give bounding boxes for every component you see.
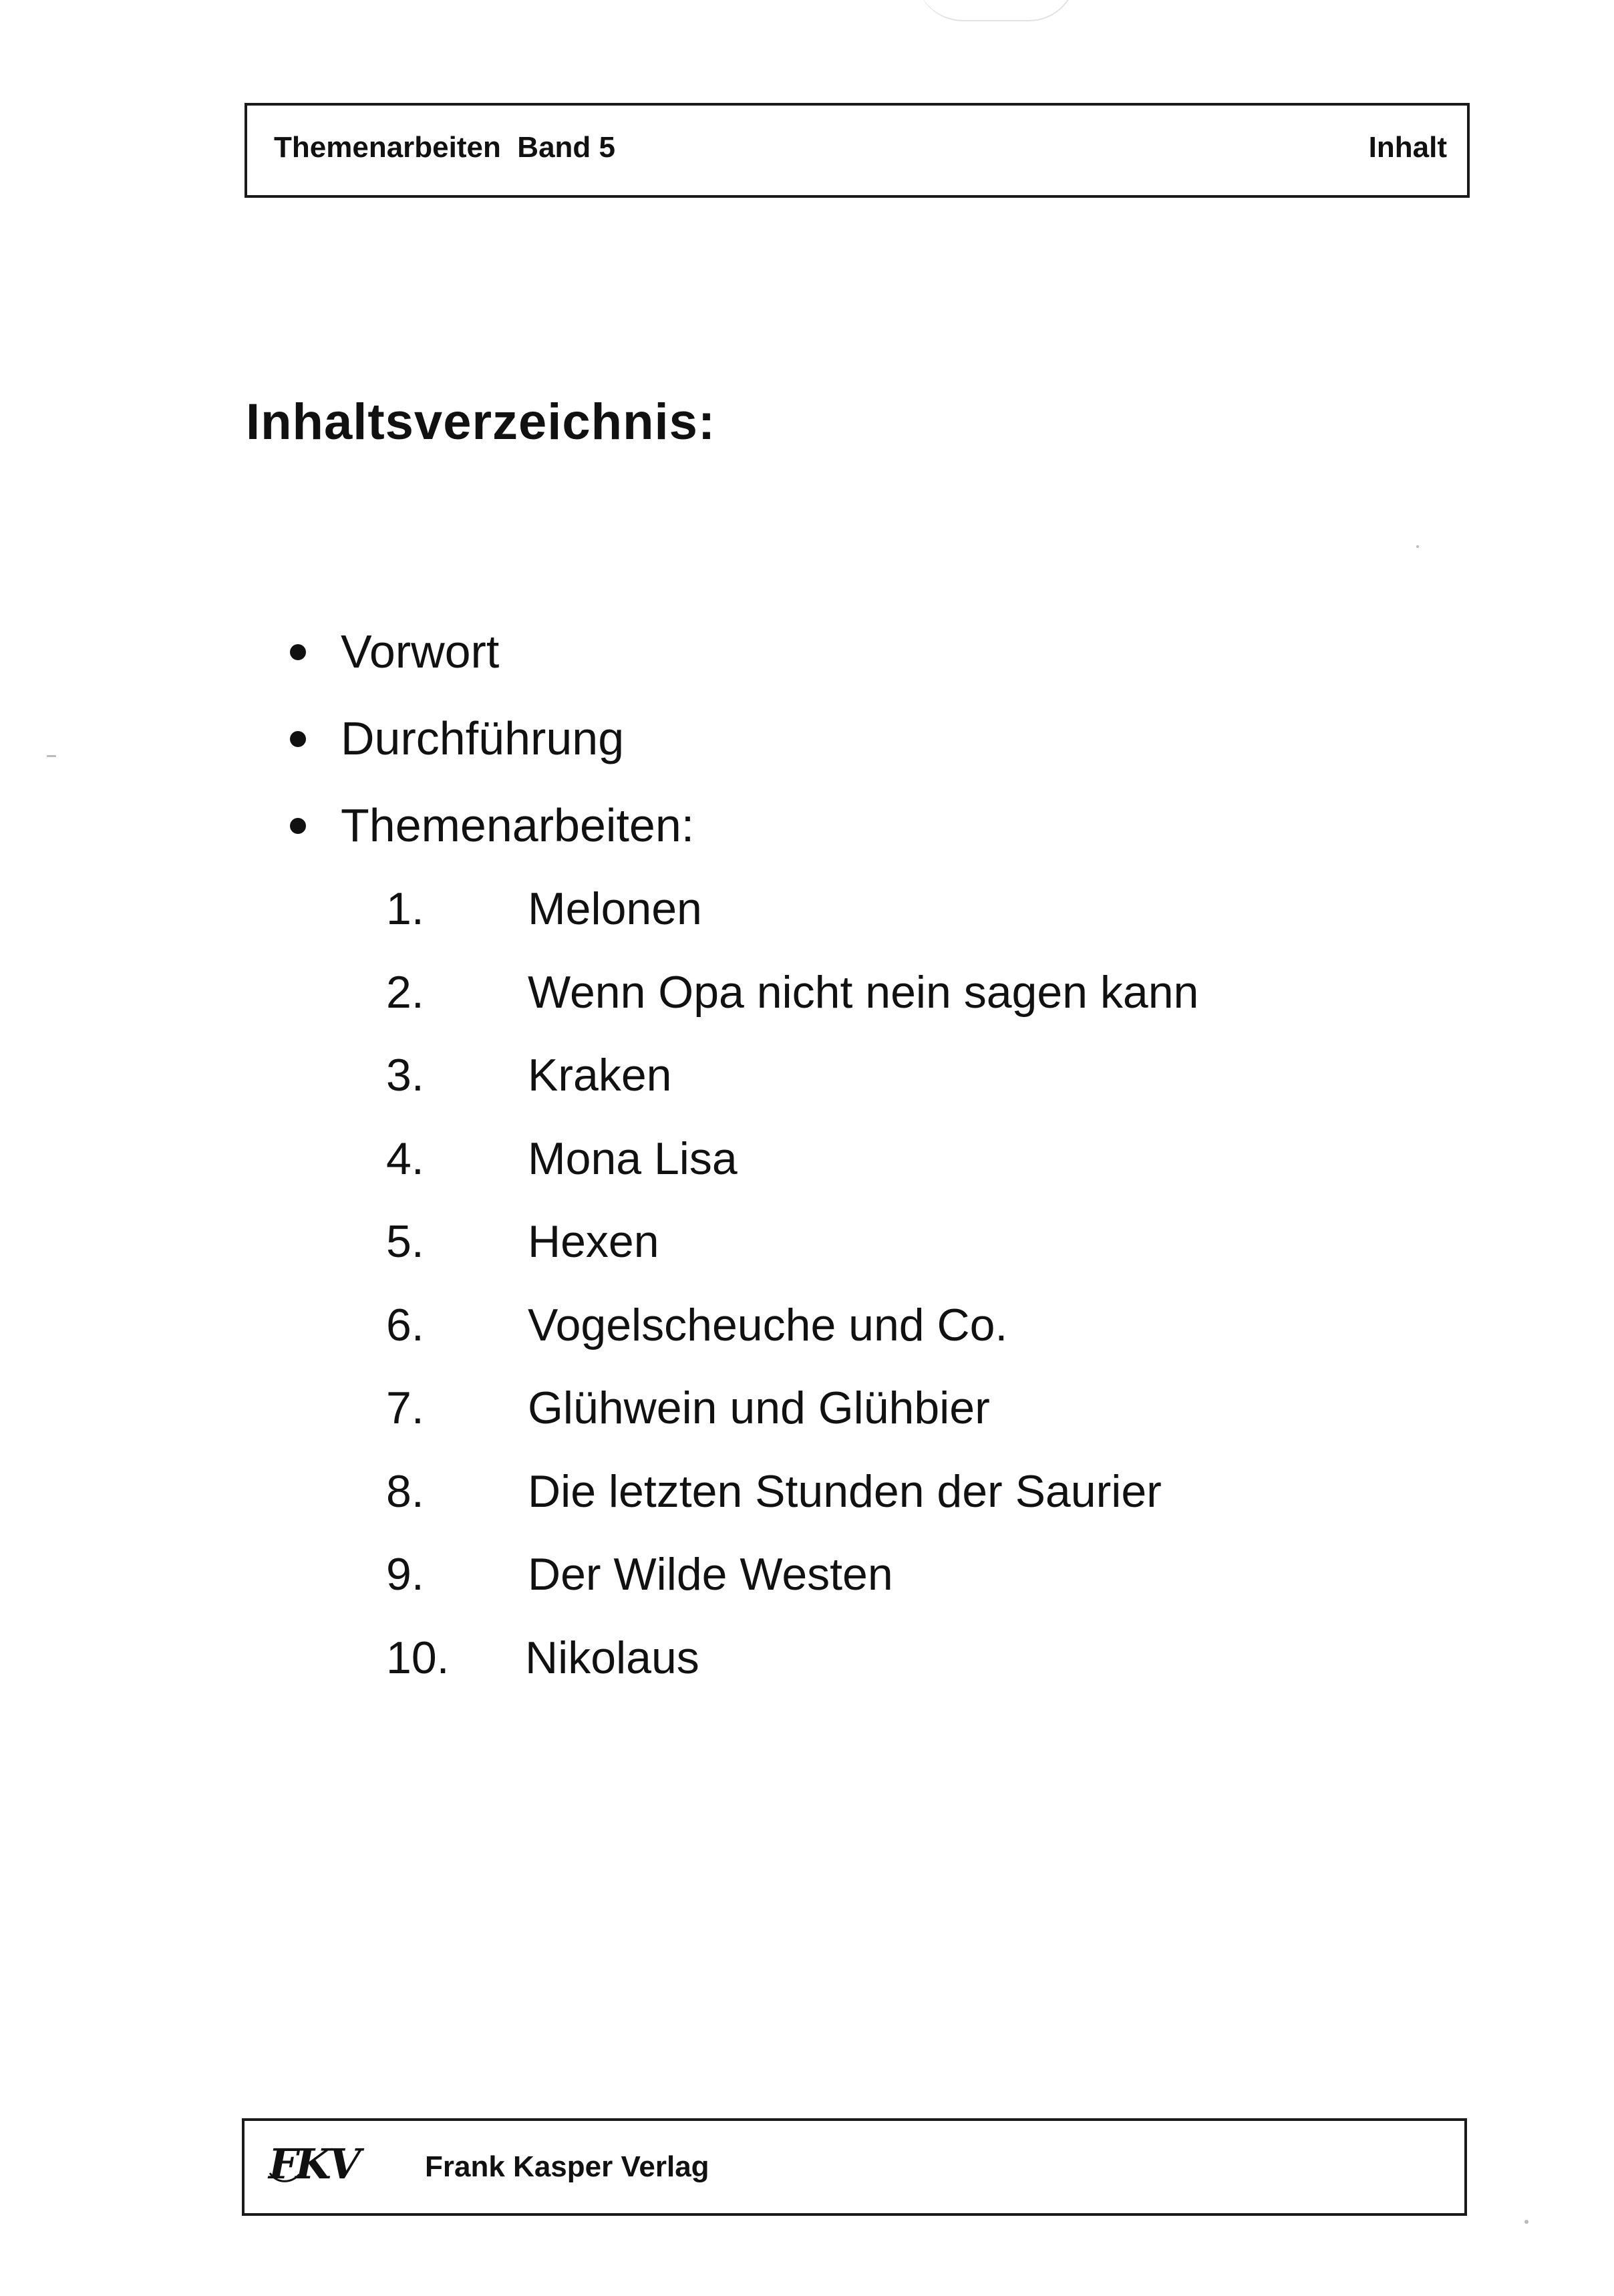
bullet-icon bbox=[290, 818, 306, 834]
theme-number: 6. bbox=[386, 1299, 424, 1350]
theme-title: Hexen bbox=[528, 1216, 659, 1267]
bullet-label: Themenarbeiten: bbox=[341, 799, 695, 851]
bullet-item-vorwort bbox=[287, 621, 694, 708]
theme-number: 5. bbox=[386, 1216, 424, 1267]
publisher-name: Frank Kasper Verlag bbox=[425, 2150, 709, 2183]
theme-title: Glühwein und Glühbier bbox=[528, 1383, 990, 1433]
bullet-item-themenarbeiten bbox=[287, 795, 694, 882]
header-section-label: Inhalt bbox=[1368, 131, 1447, 164]
theme-number: 1. bbox=[386, 883, 424, 934]
page-header bbox=[245, 103, 1470, 198]
bullet-item-durchfuehrung bbox=[287, 708, 694, 795]
theme-number: 9. bbox=[386, 1549, 424, 1600]
theme-number: 8. bbox=[386, 1465, 424, 1517]
bullet-list bbox=[287, 621, 694, 882]
page-footer bbox=[242, 2118, 1467, 2216]
header-series-title: Themenarbeiten Band 5 bbox=[274, 131, 616, 164]
theme-title: Melonen bbox=[528, 883, 702, 934]
theme-title: Nikolaus bbox=[525, 1632, 699, 1683]
theme-title: Die letzten Stunden der Saurier bbox=[528, 1465, 1162, 1517]
theme-number: 2. bbox=[386, 966, 424, 1018]
bullet-icon bbox=[290, 731, 306, 747]
scan-speck bbox=[47, 755, 56, 757]
bullet-label: Vorwort bbox=[341, 625, 500, 678]
theme-title: Vogelscheuche und Co. bbox=[528, 1299, 1008, 1350]
svg-text:FKV: FKV bbox=[269, 2140, 359, 2188]
bullet-label: Durchführung bbox=[341, 712, 625, 764]
theme-number: 3. bbox=[386, 1050, 424, 1101]
theme-title: Wenn Opa nicht nein sagen kann bbox=[528, 966, 1199, 1018]
publisher-logo-icon bbox=[265, 2134, 405, 2194]
scan-speck bbox=[1524, 2220, 1528, 2224]
bullet-icon bbox=[290, 644, 306, 660]
theme-title: Der Wilde Westen bbox=[528, 1549, 893, 1600]
theme-title: Kraken bbox=[528, 1050, 672, 1101]
scan-speck bbox=[1416, 545, 1419, 548]
page-title: Inhaltsverzeichnis: bbox=[246, 394, 716, 450]
theme-number: 4. bbox=[386, 1133, 424, 1184]
theme-title: Mona Lisa bbox=[528, 1133, 738, 1184]
theme-number: 10. bbox=[386, 1632, 450, 1683]
theme-number: 7. bbox=[386, 1383, 424, 1433]
scan-artifact bbox=[915, 0, 1077, 21]
